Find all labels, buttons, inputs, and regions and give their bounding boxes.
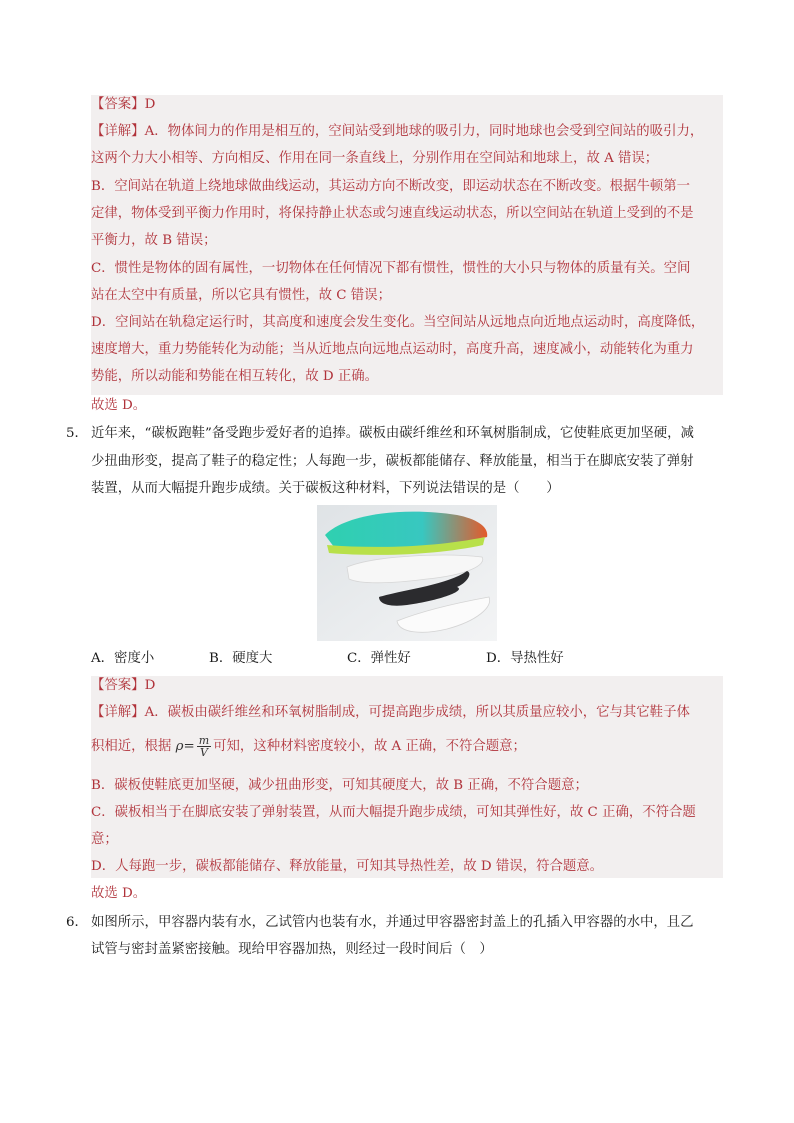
carbon-plate-shoe-image [317,505,497,641]
detail-tag: 【详解】 [91,124,145,139]
conclusion-text: 故选 D。 [91,886,147,901]
question-stem: 如图所示，甲容器内装有水，乙试管内也装有水，并通过甲容器密封盖上的孔插入甲容器的水中，且乙 [91,915,694,930]
option-b: B．硬度大 [209,651,273,666]
answer-tag: 【答案】 [91,678,145,693]
answer-value: D [144,678,156,693]
detail-text: 平衡力，故 B 错误； [91,233,217,248]
detail-text: 速度增大，重力势能转化为动能；当从近地点向远地点运动时，高度升高，速度减小，动能转化为重力 [91,342,694,357]
option-d: D．导热性好 [486,651,564,666]
detail-text: C．惯性是物体的固有属性，一切物体在任何情况下都有惯性，惯性的大小只与物体的质量有关。空间 [91,261,691,276]
answer-value: D [144,97,156,112]
density-fraction [197,735,211,758]
detail-text: B．碳板使鞋底更加坚硬，减少扭曲形变，可知其硬度大，故 B 正确，不符合题意； [91,778,588,793]
detail-text: 意； [91,832,118,847]
detail-text: 积相近，根据 [91,739,172,754]
question-stem: 少扭曲形变，提高了鞋子的稳定性；人每跑一步，碳板都能储存、释放能量，相当于在脚底安装了弹射 [91,454,694,469]
detail-tag: 【详解】 [91,705,145,720]
q4-answer-line [91,95,155,115]
fraction-denominator: V [199,746,208,759]
q5-detail-line [91,703,690,723]
q5-answer-block [91,676,723,878]
shoe-illustration [317,505,497,641]
question-number: 6． [66,915,88,930]
q5-answer-line [91,676,155,696]
detail-text: A．物体间力的作用是相互的，空间站受到地球的吸引力，同时地球也会受到空间站的吸引力， [144,124,704,139]
equals-sign: = [183,739,195,754]
question-stem: 装置，从而大幅提升跑步成绩。关于碳板这种材料，下列说法错误的是（ ） [91,481,560,496]
detail-text: D．空间站在轨稳定运行时，其高度和速度会发生变化。当空间站从远地点向近地点运动时，高度降低， [91,315,705,330]
detail-text: 定律，物体受到平衡力作用时，将保持静止状态或匀速直线运动状态，所以空间站在轨道上受到的不是 [91,206,694,221]
answer-tag: 【答案】 [91,97,145,112]
detail-text: 这两个力大小相等、方向相反、作用在同一条直线上，分别作用在空间站和地球上，故 A 错误； [91,151,659,166]
question-stem: 近年来，“碳板跑鞋”备受跑步爱好者的追捧。碳板由碳纤维丝和环氧树脂制成，它使鞋底更加坚硬，减 [91,426,694,441]
density-formula-line [91,734,526,760]
conclusion-text: 故选 D。 [91,398,147,413]
detail-text: D．人每跑一步，碳板都能储存、释放能量，可知其导热性差，故 D 错误，符合题意。 [91,859,604,874]
detail-text: 可知，这种材料密度较小，故 A 正确，不符合题意； [213,739,526,754]
question-stem: 试管与密封盖紧密接触。现给甲容器加热，则经过一段时间后（ ） [91,942,493,957]
question-number: 5． [66,426,88,441]
detail-text: 势能，所以动能和势能在相互转化，故 D 正确。 [91,369,379,384]
detail-text: C．碳板相当于在脚底安装了弹射装置，从而大幅提升跑步成绩，可知其弹性好，故 C 正确，不符合题 [91,805,696,820]
detail-text: 站在太空中有质量，所以它具有惯性，故 C 错误； [91,288,391,303]
detail-text: B．空间站在轨道上绕地球做曲线运动，其运动方向不断改变，即运动状态在不断改变。根据牛顿第一 [91,179,691,194]
option-a: A．密度小 [91,651,155,666]
rho-symbol: ρ [175,739,184,754]
q4-answer-block [91,95,723,395]
detail-text: A．碳板由碳纤维丝和环氧树脂制成，可提高跑步成绩，所以其质量应较小，它与其它鞋子体 [144,705,690,720]
fraction-numerator: m [198,734,210,747]
option-c: C．弹性好 [347,651,411,666]
q4-detail-line [91,122,703,142]
